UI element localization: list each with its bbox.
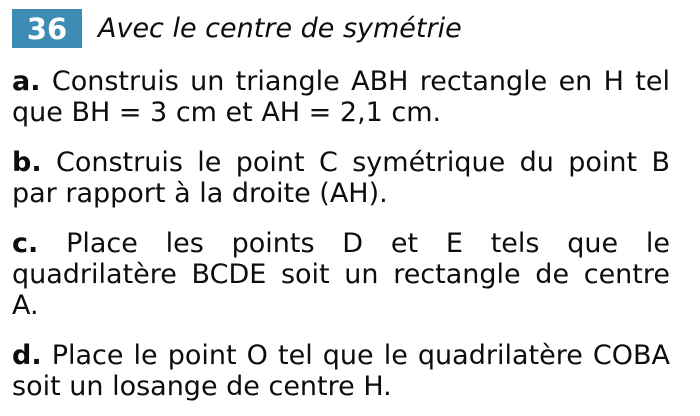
exercise-header xyxy=(12,9,670,48)
exercise-part-a xyxy=(12,66,670,128)
part-d-line-2: soit un losange de centre H. xyxy=(12,371,392,402)
part-a-line-2: que BH = 3 cm et AH = 2,1 cm. xyxy=(12,97,442,128)
part-d-line-1-text: Place le point O tel que le quadrilatère COBA xyxy=(51,340,670,371)
exercise-part-c xyxy=(12,228,670,321)
exercise-number-badge: 36 xyxy=(12,9,82,48)
exercise-part-b xyxy=(12,147,670,209)
part-a-line-1 xyxy=(12,66,670,97)
part-c-line-3: A. xyxy=(12,290,39,321)
part-d-label: d. xyxy=(12,340,42,371)
part-c-label: c. xyxy=(12,228,39,259)
part-c-line-2: quadrilatère BCDE soit un rectangle de centre xyxy=(12,259,670,290)
part-d-line-1 xyxy=(12,340,670,371)
part-c-line-1 xyxy=(12,228,670,259)
part-a-label: a. xyxy=(12,66,41,97)
part-c-line-1-text: Place les points D et E tels que le xyxy=(66,228,670,259)
part-b-line-1 xyxy=(12,147,670,178)
part-b-line-1-text: Construis le point C symétrique du point B xyxy=(55,147,670,178)
exercise-title: Avec le centre de symétrie xyxy=(98,13,462,44)
part-b-label: b. xyxy=(12,147,42,178)
part-b-line-2: par rapport à la droite (AH). xyxy=(12,178,388,209)
part-a-line-1-text: Construis un triangle ABH rectangle en H tel xyxy=(51,66,670,97)
exercise-part-d xyxy=(12,340,670,402)
